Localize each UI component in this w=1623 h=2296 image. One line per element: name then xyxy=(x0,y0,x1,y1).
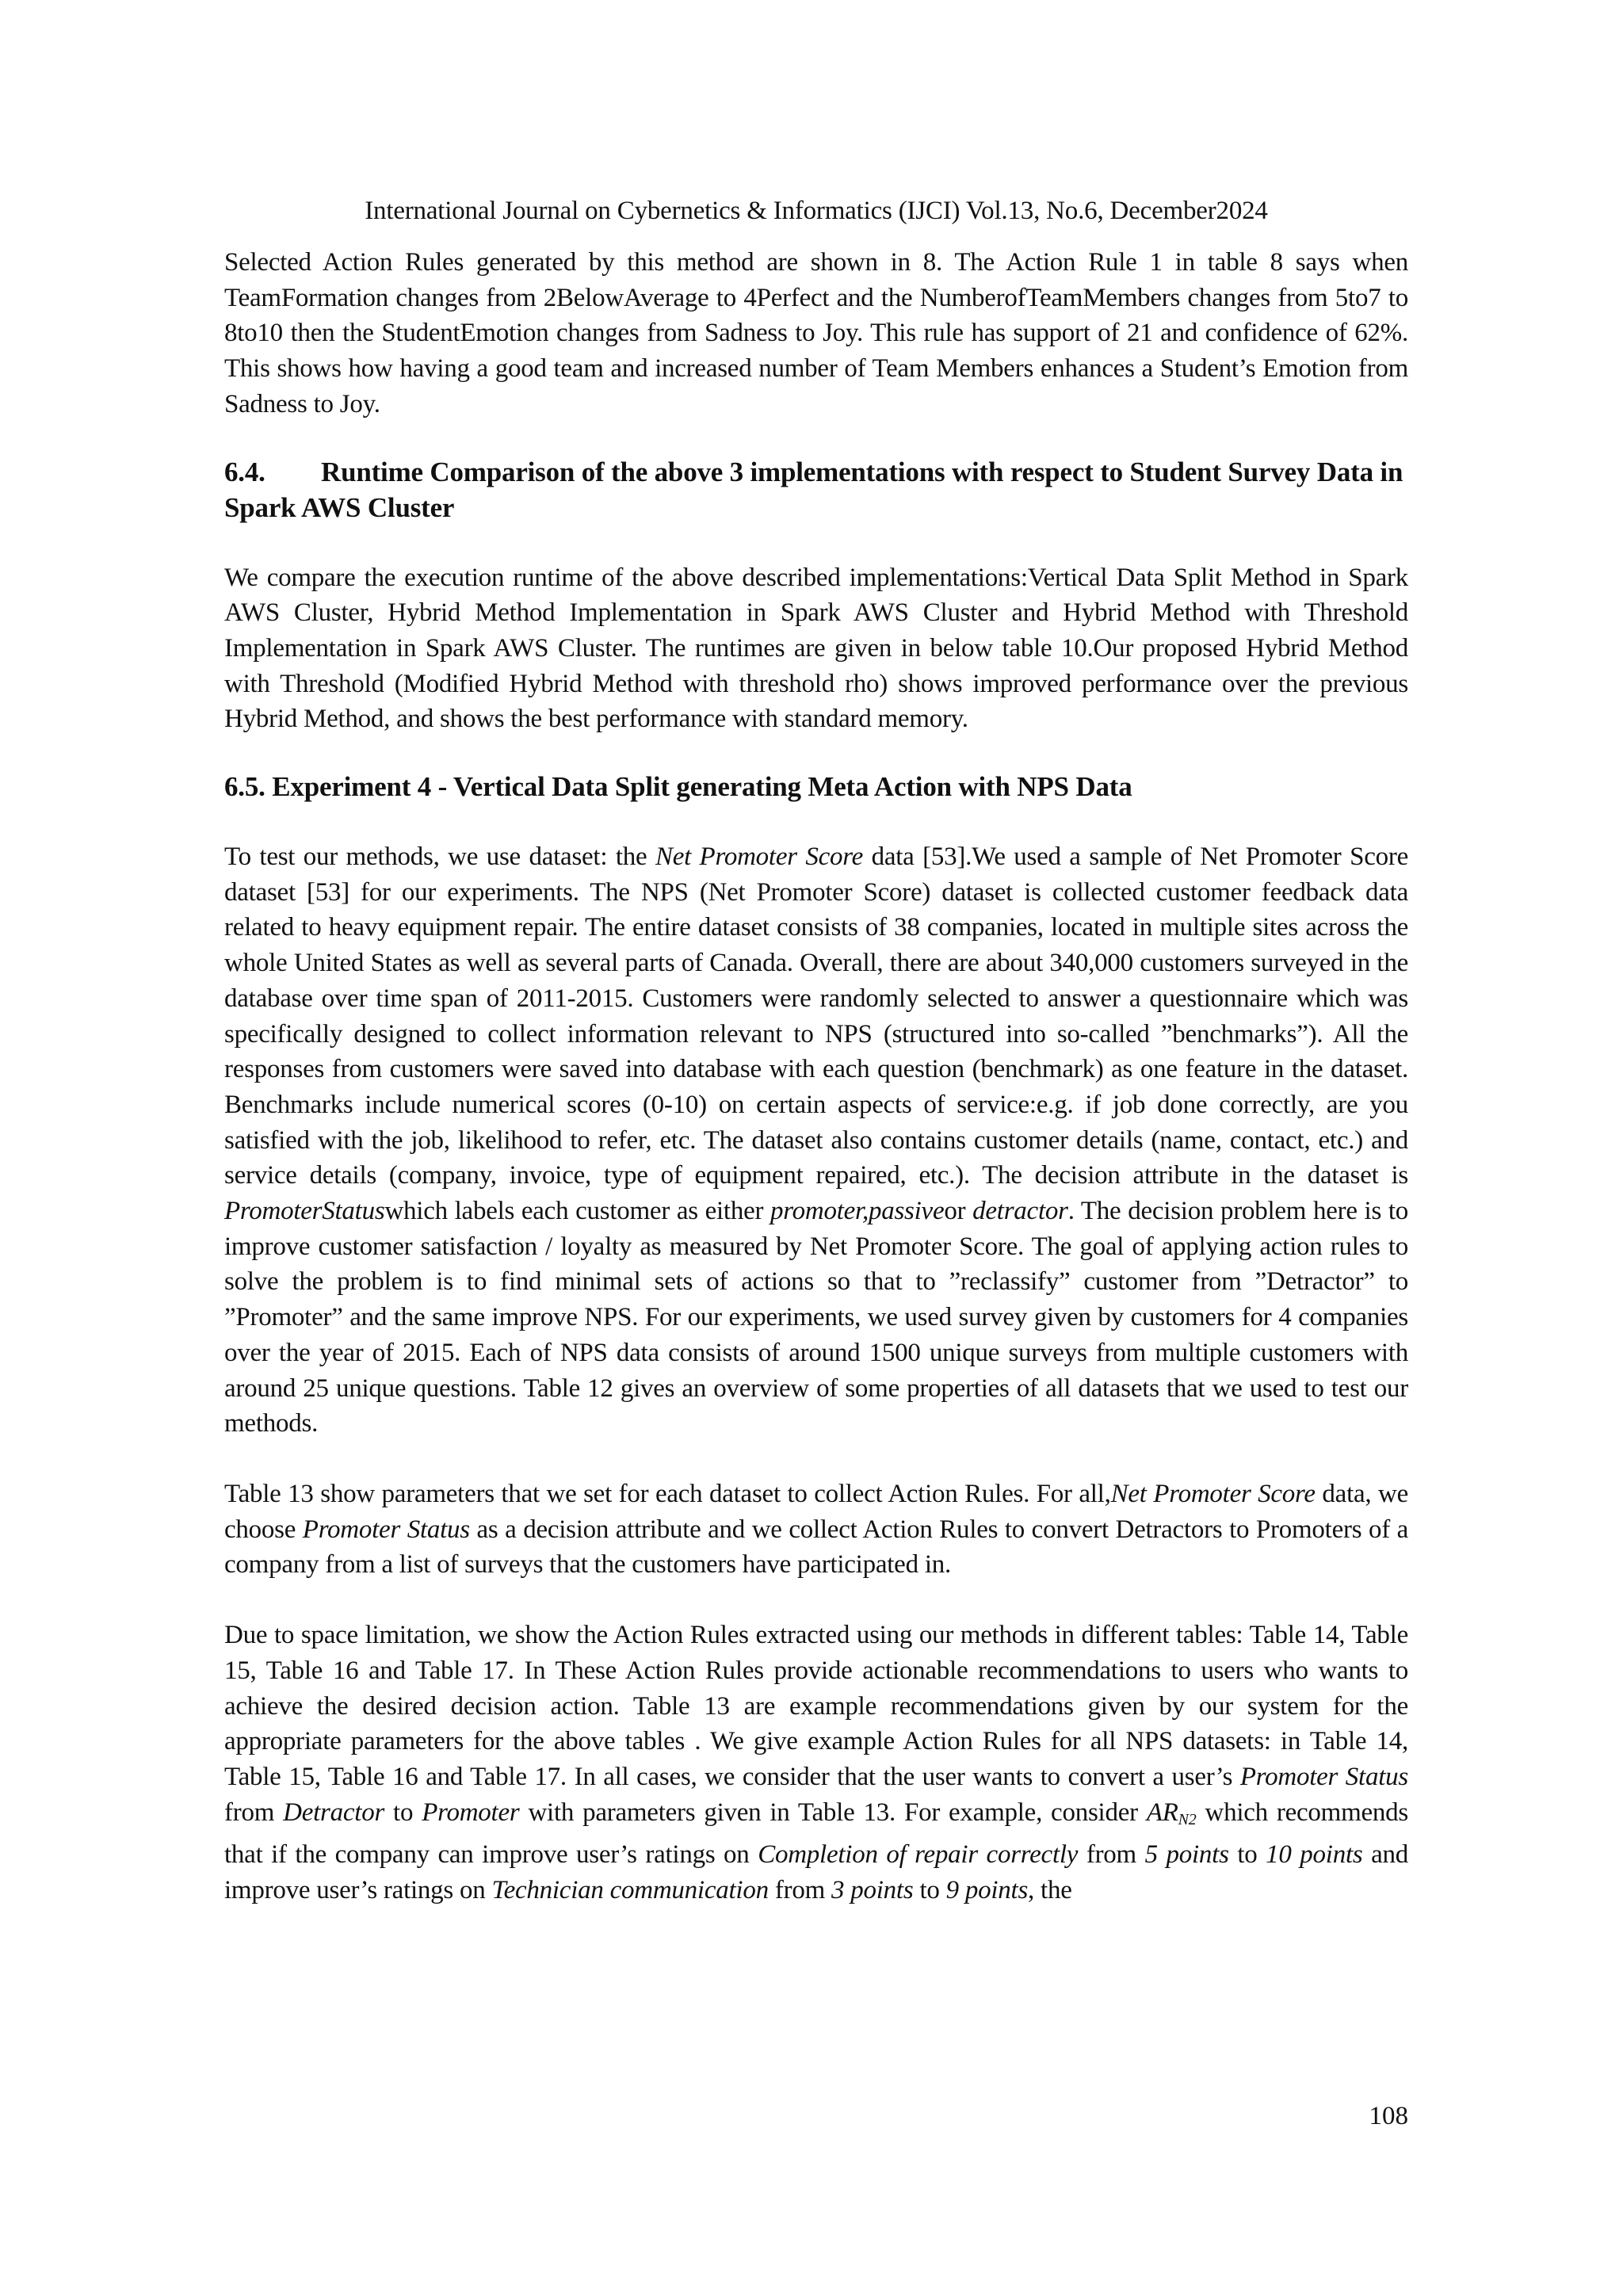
paragraph-runtime-comparison: We compare the execution runtime of the above described implementations:Vertical Data Split Method in Spark AWS Cluster, Hybrid Method Implementation in Spark AWS Cluster and Hybrid Method with Threshold Implementation in Spark AWS Cluster. The runtimes are given in below table 10.Our proposed Hybrid Method with Threshold (Modified Hybrid Method with threshold rho) shows improved performance over the previous Hybrid Method, and shows the best performance with standard memory. xyxy=(224,563,1408,734)
body-text xyxy=(224,245,1408,1908)
paragraph-nps-dataset: To test our methods, we use dataset: the Net Promoter Score data [53].We used a sample of Net Promoter Score dataset [53] for our experiments. The NPS (Net Promoter Score) dataset is collected customer feedback data related to heavy equipment repair. The entire dataset consists of 38 companies, located in multiple sites across the whole United States as well as several parts of Canada. Overall, there are about 340,000 customers surveyed in the database over time span of 2011-2015. Customers were randomly selected to answer a questionnaire which was specifically designed to collect information relevant to NPS (structured into so-called ”benchmarks”). All the responses from customers were saved into database with each question (benchmark) as one feature in the dataset. Benchmarks include numerical scores (0-10) on certain aspects of service:e.g. if job done correctly, are you satisfied with the job, likelihood to refer, etc. The dataset also contains customer details (name, contact, etc.) and service details (company, invoice, type of equipment repaired, etc.). The decision attribute in the dataset is PromoterStatuswhich labels each customer as either promoter,passiveor detractor. The decision problem here is to improve customer satisfaction / loyalty as measured by Net Promoter Score. The goal of applying action rules to solve the problem is to find minimal sets of actions so that to ”reclassify” customer from ”Detractor” to ”Promoter” and the same improve NPS. For our experiments, we used survey given by customers for 4 companies over the year of 2015. Each of NPS data consists of around 1500 unique surveys from multiple customers with around 25 unique questions. Table 12 gives an overview of some properties of all datasets that we used to test our methods. xyxy=(224,842,1408,1438)
section-heading-6-4 xyxy=(224,454,1408,525)
paragraph-parameters: Table 13 show parameters that we set for each dataset to collect Action Rules. For all,Net Promoter Score data, we choose Promoter Status as a decision attribute and we collect Action Rules to convert Detractors to Promoters of a company from a list of surveys that the customers have participated in. xyxy=(224,1479,1408,1580)
page-number: 108 xyxy=(1369,2102,1408,2130)
section-number: 6.4. xyxy=(224,456,265,487)
document-page xyxy=(224,0,1408,2296)
paragraph-action-rules-tables: Due to space limitation, we show the Action Rules extracted using our methods in different tables: Table 14, Table 15, Table 16 and Table 17. In These Action Rules provide actionable recommendations to users who wants to achieve the desired decision action. Table 13 are example recommendations given by our system for the appropriate parameters for the above tables . We give example Action Rules for all NPS datasets: in Table 14, Table 15, Table 16 and Table 17. In all cases, we consider that the user wants to convert a user’s Promoter Status from Detractor to Promoter with parameters given in Table 13. For example, consider $AR_{N2}$ which recommends that if the company can improve user’s ratings on Completion of repair correctly from 5 points to 10 points and improve user’s ratings on Technician communication from 3 points to 9 points, the xyxy=(224,1621,1409,1905)
paragraph-action-rules-summary: Selected Action Rules generated by this method are shown in 8. The Action Rule 1 in table 8 says when TeamFormation changes from 2BelowAverage to 4Perfect and the NumberofTeamMembers changes from 5to7 to 8to10 then the StudentEmotion changes from Sadness to Joy. This rule has support of 21 and confidence of 62%. This shows how having a good team and increased number of Team Members enhances a Student’s Emotion from Sadness to Joy. xyxy=(224,248,1408,418)
section-title: Runtime Comparison of the above 3 implementations with respect to Student Survey Data in Spark AWS Cluster xyxy=(224,456,1403,523)
running-header: International Journal on Cybernetics & Informatics (IJCI) Vol.13, No.6, December2024 xyxy=(365,197,1268,225)
section-heading-6-5: 6.5. Experiment 4 - Vertical Data Split generating Meta Action with NPS Data xyxy=(224,771,1132,803)
